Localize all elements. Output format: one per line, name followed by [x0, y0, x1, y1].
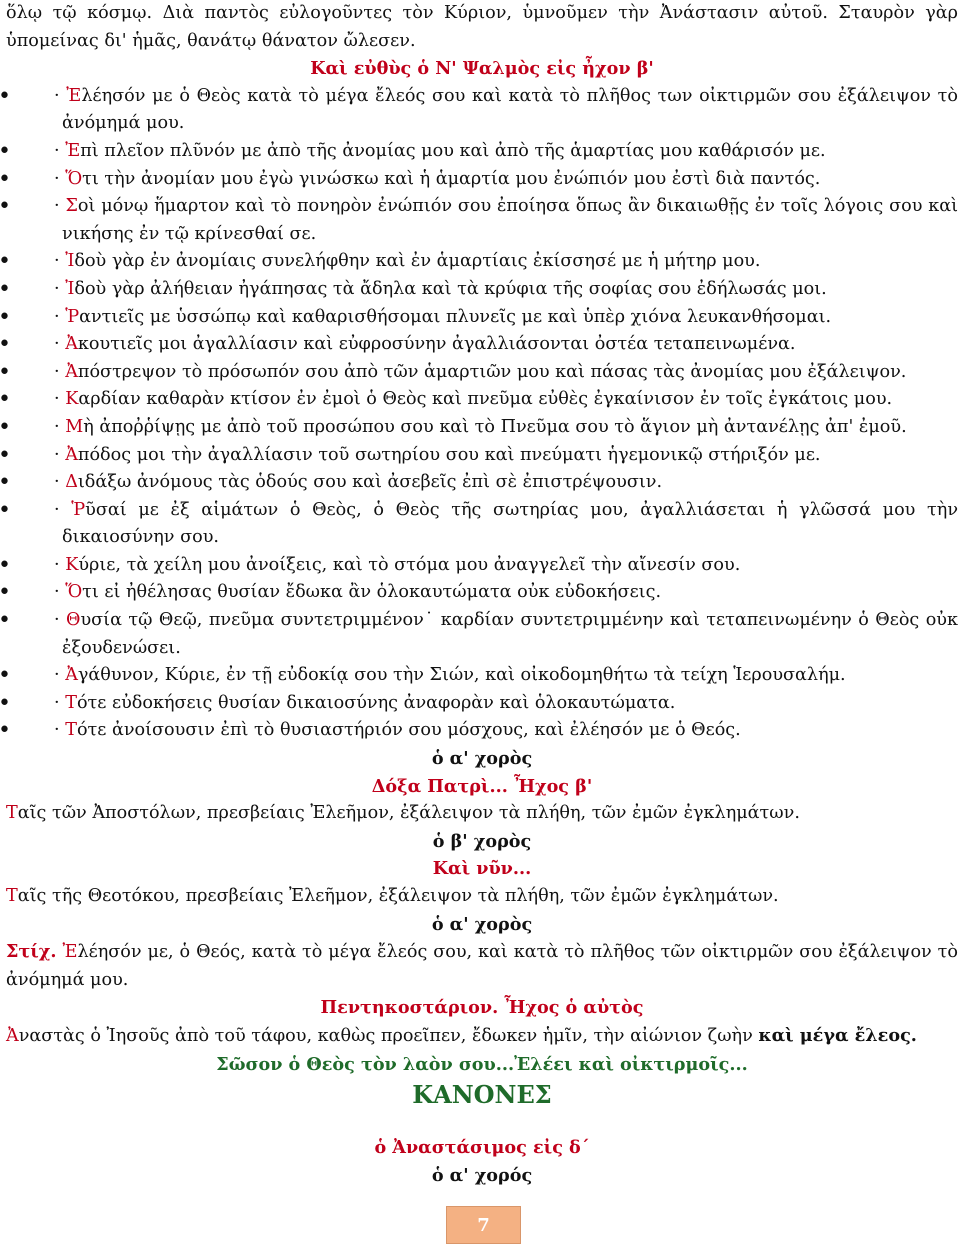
- verse-text: αντιεῖς με ὑσσώπῳ καὶ καθαρισθήσομαι πλυνεῖς με καὶ ὑπὲρ χιόνα λευκανθήσομαι.: [79, 306, 832, 327]
- verse-dot: ·: [54, 196, 66, 217]
- page-number: 7: [446, 1206, 521, 1244]
- verse-dot: ·: [54, 610, 67, 631]
- drop-letter: Τ: [6, 803, 18, 824]
- drop-letter: Κ: [65, 389, 79, 410]
- theotokos-troparion: [6, 883, 958, 911]
- psalm-verse: [6, 138, 958, 166]
- verse-dot: ·: [54, 554, 66, 575]
- choir-heading: ὁ α' χορὸς: [431, 748, 533, 770]
- drop-letter: Θ: [66, 610, 81, 631]
- drop-letter: Τ: [65, 720, 77, 741]
- verse-text: αρδίαν καθαρὰν κτίσον ἐν ἐμοὶ ὁ Θεὸς καὶ πνεῦμα εὐθὲς ἐγκαίνισον ἐν τοῖς ἐγκάτοις μου.: [78, 389, 893, 410]
- drop-letter: Ὅ: [65, 168, 83, 189]
- psalm-verse: [6, 386, 958, 414]
- psalm-verse: [6, 193, 958, 248]
- verse-dot: ·: [54, 85, 67, 106]
- psalm-verse: [6, 662, 958, 690]
- drop-letter: Ἀ: [65, 334, 78, 355]
- choir-heading: ὁ α' χορός: [431, 1164, 533, 1186]
- verse-text: λέησόν με ὁ Θεὸς κατὰ τὸ μέγα ἔλεός σου καὶ κατὰ τὸ πλῆθος των οἰκτιρμῶν σου ἐξάλειψον τὸ ἀνόμημά μου.: [62, 85, 959, 134]
- psalm-verse: [6, 442, 958, 470]
- troparion-text: ναστὰς ὁ Ἰησοῦς ἀπὸ τοῦ τάφου, καθὼς προεῖπεν, ἔδωκεν ἡμῖν, τὴν αἰώνιον ζωὴν: [18, 1025, 759, 1046]
- psalm-verse: [6, 690, 958, 718]
- verse-dot: ·: [54, 665, 66, 686]
- verse-dot: ·: [54, 416, 66, 437]
- drop-letter: Ἐ: [65, 140, 81, 161]
- verse-text: ότε εὐδοκήσεις θυσίαν δικαιοσύνης ἀναφορὰν καὶ ὁλοκαυτώματα.: [76, 692, 676, 713]
- verse-dot: ·: [54, 278, 66, 299]
- psalm-verse: [6, 579, 958, 607]
- drop-letter: Ἀ: [6, 1025, 19, 1046]
- verse-text: οὶ μόνῳ ἥμαρτον καὶ τὸ πονηρὸν ἐνώπιόν σου ἐποίησα ὅπως ἂν δικαιωθῇς ἐν τοῖς λόγοις σου καὶ νικήσης ἐν τῷ κρίνεσθαί σε.: [62, 196, 959, 244]
- psalm-verse: [6, 552, 958, 580]
- doxa-heading: Δόξα Πατρὶ... Ἦχος β': [371, 775, 593, 797]
- verse-dot: ·: [54, 140, 66, 161]
- apostles-troparion: [6, 800, 958, 828]
- verse-dot: ·: [54, 499, 72, 520]
- verse-text: πόδος μοι τὴν ἀγαλλίασιν τοῦ σωτηρίου σου καὶ πνεύματι ἡγεμονικῷ στήριξόν με.: [77, 444, 821, 465]
- drop-letter: Τ: [65, 692, 77, 713]
- verse-text: ύριε, τὰ χείλη μου ἀνοίξεις, καὶ τὸ στόμα μου ἀναγγελεῖ τὴν αἴνεσίν σου.: [78, 554, 741, 575]
- anastasimos-heading: ὁ Ἀναστάσιμος εἰς δ΄: [374, 1137, 590, 1159]
- pentecostarion-heading: Πεντηκοστάριον. Ἦχος ὁ αὐτὸς: [320, 997, 644, 1019]
- verse-dot: ·: [54, 168, 66, 189]
- psalm-verse: [6, 359, 958, 387]
- verse-dot: ·: [54, 472, 66, 493]
- psalm-verses: [6, 83, 958, 745]
- verse-dot: ·: [54, 334, 66, 355]
- drop-letter: Μ: [65, 416, 84, 437]
- choir-heading: ὁ α' χορὸς: [431, 913, 533, 935]
- drop-letter: Ὅ: [65, 582, 83, 603]
- drop-letter: Ἰ: [65, 278, 75, 299]
- verse-dot: ·: [54, 306, 66, 327]
- drop-letter: Ῥ: [65, 306, 80, 327]
- verse-text: γάθυνον, Κύριε, ἐν τῇ εὐδοκίᾳ σου τὴν Σιών, καὶ οἰκοδομηθήτω τὰ τείχη Ἱερουσαλήμ.: [77, 665, 846, 686]
- verse-text: τι εἰ ἠθέλησας θυσίαν ἔδωκα ἂν ὁλοκαυτώματα οὐκ εὐδοκήσεις.: [82, 582, 662, 603]
- verse-text: ὴ ἀποῤῥίψῃς με ἀπὸ τοῦ προσώπου σου καὶ τὸ Πνεῦμα σου τὸ ἅγιον μὴ ἀντανέλῃς ἀπ' ἐμοῦ.: [83, 416, 907, 437]
- verse-dot: ·: [54, 720, 66, 741]
- drop-letter: Ἰ: [65, 251, 75, 272]
- stichos-label: Στίχ.: [6, 941, 57, 963]
- drop-letter: Ῥ: [71, 499, 86, 520]
- psalm-verse: [6, 717, 958, 745]
- verse-text: υσία τῷ Θεῷ, πνεῦμα συντετριμμένον˙ καρδίαν συντετριμμένην καὶ τεταπεινωμένην ὁ Θεὸς οὐκ ἐξουδενώσει.: [62, 610, 958, 658]
- psalm-verse: [6, 248, 958, 276]
- verse-text: δοὺ γὰρ ἀλήθειαν ἠγάπησας τὰ ἄδηλα καὶ τὰ κρύφια τῆς σοφίας σου ἐδήλωσάς μοι.: [74, 278, 827, 299]
- drop-letter: Σ: [65, 196, 78, 217]
- anastas-troparion: [6, 1022, 958, 1051]
- psalm-verse: [6, 469, 958, 497]
- verse-text: κουτιεῖς μοι ἀγαλλίασιν καὶ εὐφροσύνην ἀγαλλιάσονται ὀστέα τεταπεινωμένα.: [77, 334, 796, 355]
- verse-text: δοὺ γὰρ ἐν ἀνομίαις συνελήφθην καὶ ἐν ἁμαρτίαις ἐκίσσησέ με ἡ μήτηρ μου.: [74, 251, 761, 272]
- verse-text: πόστρεψον τὸ πρόσωπόν σου ἀπὸ τῶν ἁμαρτιῶν μου καὶ πάσας τὰς ἀνομίας μου ἐξάλειψον.: [77, 361, 907, 382]
- drop-letter: Τ: [6, 886, 18, 906]
- psalm-verse: [6, 414, 958, 442]
- verse-dot: ·: [54, 444, 66, 465]
- verse-text: ιδάξω ἀνόμους τὰς ὁδούς σου καὶ ἀσεβεῖς ἐπὶ σὲ ἐπιστρέψουσιν.: [77, 472, 663, 493]
- intro-paragraph: ὅλῳ τῷ κόσμῳ. Διὰ παντὸς εὐλογοῦντες τὸν Κύριον, ὑμνοῦμεν τὴν Ἀνάστασιν αὐτοῦ. Σταυρὸν γὰρ ὑπομείνας δι' ἡμᾶς, θανάτῳ θάνατον ὤλεσεν.: [6, 3, 958, 51]
- kanones-heading: ΚΑΝΟΝΕΣ: [412, 1080, 552, 1110]
- drop-letter: Κ: [65, 554, 79, 575]
- drop-letter: Ἀ: [65, 444, 78, 465]
- verse-dot: ·: [54, 692, 66, 713]
- psalm-verse: [6, 304, 958, 332]
- troparion-ending: καὶ μέγα ἔλεος.: [758, 1024, 917, 1046]
- stichos-text: λέησόν με, ὁ Θεός, κατὰ τὸ μέγα ἔλεός σου, καὶ κατὰ τὸ πλῆθος τῶν οἰκτιρμῶν σου ἐξάλειψον τὸ ἀνόμημά μου.: [6, 942, 958, 990]
- verse-text: τι τὴν ἀνομίαν μου ἐγὼ γινώσκω καὶ ἡ ἁμαρτία μου ἐνώπιόν μου ἐστὶ διὰ παντός.: [82, 168, 821, 189]
- psalm-heading: Καὶ εὐθὺς ὁ Ν' Ψαλμὸς εἰς ἦχον β': [310, 58, 654, 80]
- verse-text: ῦσαί με ἐξ αἱμάτων ὁ Θεὸς, ὁ Θεὸς τῆς σωτηρίας μου, ἀγαλλιάσεται ἡ γλῶσσά μου τὴν δικαιοσύνην σου.: [62, 499, 959, 548]
- verse-dot: ·: [54, 251, 66, 272]
- choir-heading: ὁ β' χορὸς: [432, 830, 532, 852]
- drop-letter: Ἐ: [66, 85, 82, 106]
- verse-dot: ·: [54, 389, 66, 410]
- drop-letter: Δ: [65, 472, 78, 493]
- troparion-text: αῖς τῶν Ἀποστόλων, πρεσβείαις Ἐλεῆμον, ἐξάλειψον τὰ πλήθη, τῶν ἐμῶν ἐγκλημάτων.: [17, 803, 800, 824]
- drop-letter: Ἐ: [62, 942, 78, 963]
- verse-dot: ·: [54, 582, 66, 603]
- kai-nyn-heading: Καὶ νῦν...: [432, 858, 532, 880]
- psalm-verse: [6, 607, 958, 662]
- verse-text: πὶ πλεῖον πλῦνόν με ἀπὸ τῆς ἀνομίας μου καὶ ἀπὸ τῆς ἁμαρτίας μου καθάρισόν με.: [80, 140, 826, 161]
- soson-heading: Σῶσον ὁ Θεὸς τὸν λαὸν σου...Ἐλέει καὶ οἰκτιρμοῖς...: [216, 1053, 748, 1075]
- verse-text: ότε ἀνοίσουσιν ἐπὶ τὸ θυσιαστήριόν σου μόσχους, καὶ ἐλέησόν με ὁ Θεός.: [76, 720, 741, 741]
- stichos-verse: [6, 938, 958, 994]
- psalm-verse: [6, 83, 958, 138]
- psalm-verse: [6, 331, 958, 359]
- drop-letter: Ἀ: [65, 665, 78, 686]
- troparion-text: αῖς τῆς Θεοτόκου, πρεσβείαις Ἐλεῆμον, ἐξάλειψον τὰ πλήθη, τῶν ἐμῶν ἐγκλημάτων.: [17, 886, 779, 906]
- psalm-verse: [6, 276, 958, 304]
- drop-letter: Ἀ: [65, 361, 78, 382]
- psalm-verse: [6, 497, 958, 552]
- verse-dot: ·: [54, 361, 66, 382]
- psalm-verse: [6, 166, 958, 194]
